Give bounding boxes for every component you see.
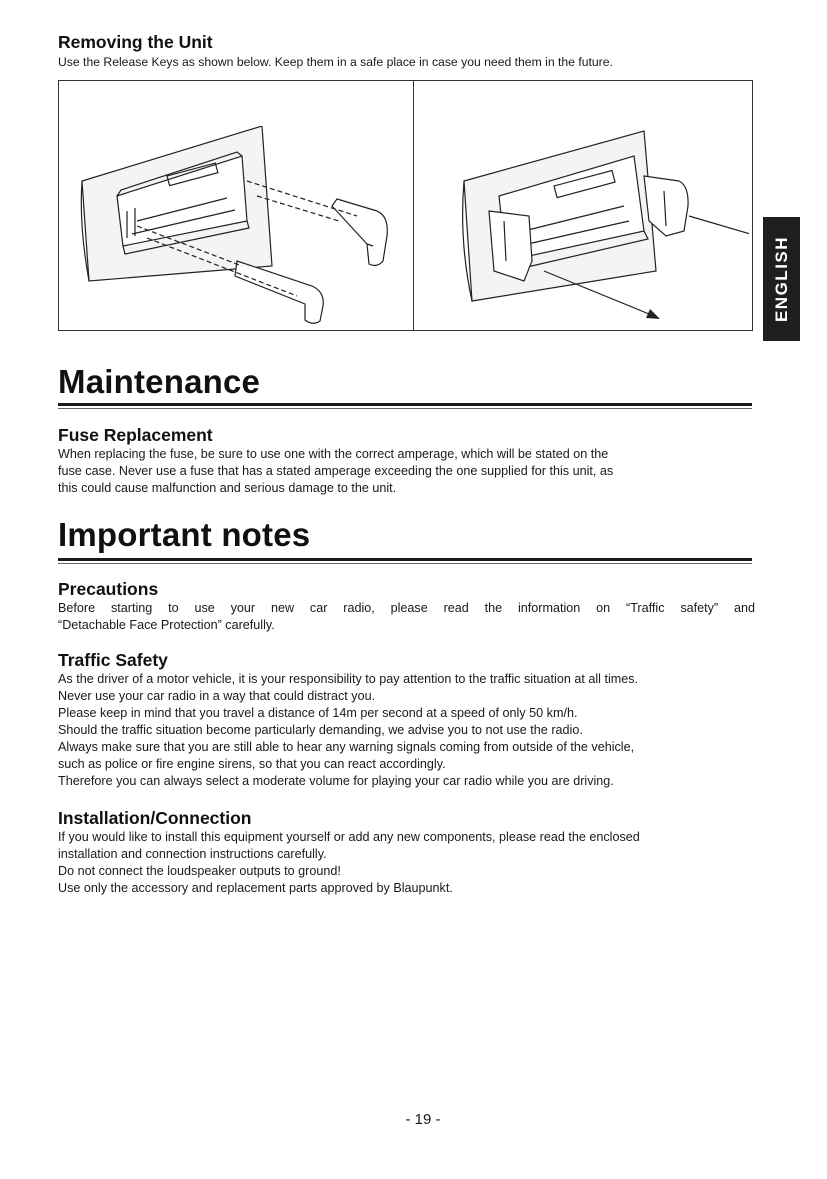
precautions-line: Before starting to use your new car radio, please read the information on “Traffic safety” and bbox=[58, 601, 755, 615]
traffic-line: Therefore you can always select a moderate volume for playing your car radio while you are driving. bbox=[58, 774, 614, 788]
language-tab bbox=[763, 217, 800, 341]
traffic-safety-heading: Traffic Safety bbox=[58, 650, 168, 670]
release-keys-remove-illustration bbox=[434, 121, 749, 321]
traffic-line: Should the traffic situation become particularly demanding, we advise you to not use the radio. bbox=[58, 723, 583, 737]
maintenance-rule bbox=[58, 403, 752, 406]
language-tab-label: ENGLISH bbox=[771, 235, 791, 323]
notes-rule bbox=[58, 558, 752, 561]
installation-line: If you would like to install this equipment yourself or add any new components, please read the enclosed bbox=[58, 830, 640, 844]
traffic-line: Never use your car radio in a way that could distract you. bbox=[58, 689, 376, 703]
maintenance-rule-thin bbox=[58, 408, 752, 409]
traffic-line: Please keep in mind that you travel a distance of 14m per second at a speed of only 50 km/h. bbox=[58, 706, 578, 720]
maintenance-title: Maintenance bbox=[58, 363, 261, 400]
installation-paragraph bbox=[58, 829, 768, 897]
fuse-heading: Fuse Replacement bbox=[58, 425, 213, 445]
precautions-line: “Detachable Face Protection” carefully. bbox=[58, 618, 275, 632]
precautions-paragraph bbox=[58, 600, 755, 634]
installation-line: Use only the accessory and replacement parts approved by Blaupunkt. bbox=[58, 881, 453, 895]
removing-heading: Removing the Unit bbox=[58, 32, 213, 52]
fuse-line: this could cause malfunction and serious damage to the unit. bbox=[58, 481, 397, 495]
traffic-line: such as police or fire engine sirens, so that you can react accordingly. bbox=[58, 757, 446, 771]
installation-line: Do not connect the loudspeaker outputs to ground! bbox=[58, 864, 341, 878]
page-number: - 19 - bbox=[405, 1111, 441, 1128]
traffic-safety-paragraph bbox=[58, 671, 768, 790]
removing-text: Use the Release Keys as shown below. Keep them in a safe place in case you need them in the future. bbox=[58, 55, 613, 69]
traffic-line: Always make sure that you are still able to hear any warning signals coming from outside of the vehicle, bbox=[58, 740, 635, 754]
fuse-line: fuse case. Never use a fuse that has a stated amperage exceeding the one supplied for this unit, as bbox=[58, 464, 614, 478]
installation-heading: Installation/Connection bbox=[58, 808, 252, 828]
release-keys-insert-illustration bbox=[77, 126, 407, 326]
installation-line: installation and connection instructions carefully. bbox=[58, 847, 327, 861]
important-notes-title: Important notes bbox=[58, 516, 311, 553]
traffic-line: As the driver of a motor vehicle, it is your responsibility to pay attention to the traffic situation at all times. bbox=[58, 672, 639, 686]
precautions-heading: Precautions bbox=[58, 579, 159, 599]
fuse-line: When replacing the fuse, be sure to use one with the correct amperage, which will be stated on the bbox=[58, 447, 609, 461]
figure-divider bbox=[413, 81, 414, 330]
release-keys-figure bbox=[58, 80, 753, 331]
fuse-paragraph bbox=[58, 446, 758, 497]
notes-rule-thin bbox=[58, 563, 752, 564]
